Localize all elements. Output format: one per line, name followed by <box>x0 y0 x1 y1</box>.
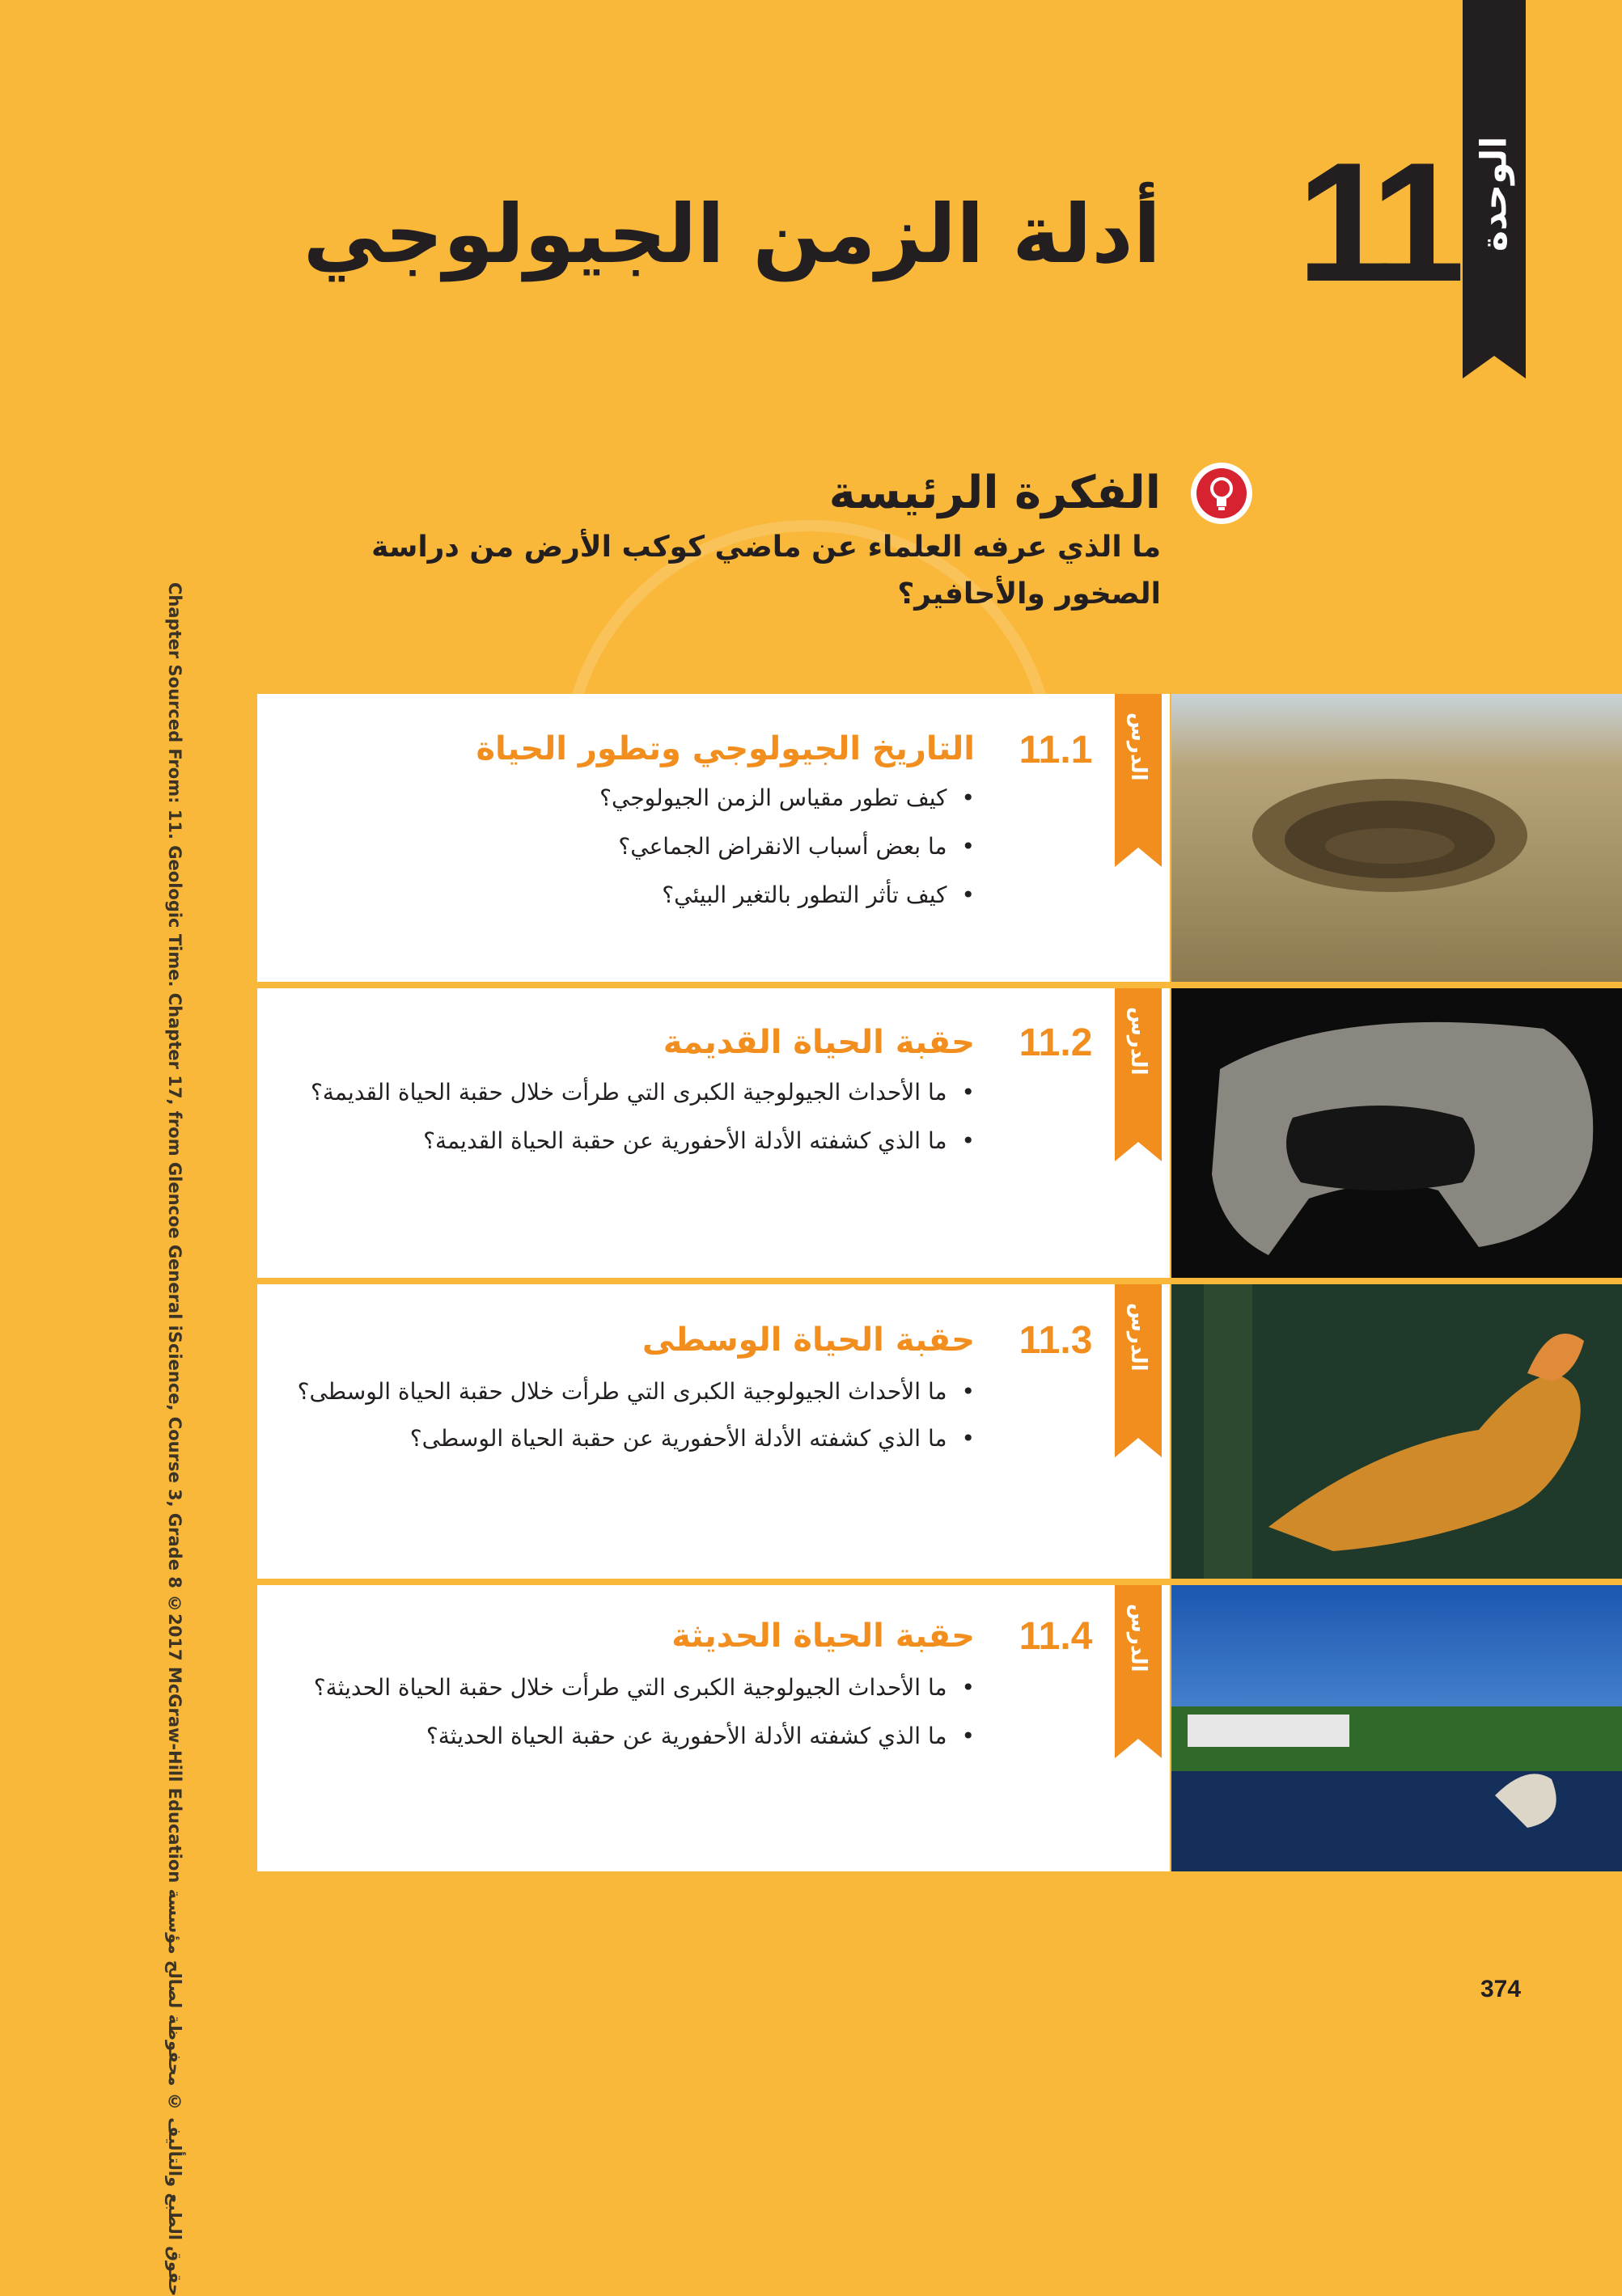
lesson-tab-11-4 <box>1115 1585 1162 1739</box>
lesson-question: •ما الذي كشفته الأدلة الأحفورية عن حقبة الحياة الوسطى؟ <box>409 1425 975 1452</box>
lightbulb-icon <box>1191 463 1252 524</box>
lesson-question: •ما الذي كشفته الأدلة الأحفورية عن حقبة الحياة القديمة؟ <box>423 1127 975 1154</box>
lesson-question: •ما الأحداث الجيولوجية الكبرى التي طرأت خلال حقبة الحياة الوسطى؟ <box>297 1378 975 1405</box>
lesson-photo-la-brea-tar-pits <box>1171 1585 1622 1871</box>
lesson-title: التاريخ الجيولوجي وتطور الحياة <box>476 730 975 767</box>
lesson-number: 11.2 <box>1019 1021 1093 1064</box>
lesson-question: •ما الأحداث الجيولوجية الكبرى التي طرأت خلال حقبة الحياة القديمة؟ <box>310 1079 975 1106</box>
lesson-divider <box>257 1579 1622 1585</box>
lesson-question: •ما بعض أسباب الانقراض الجماعي؟ <box>618 833 975 860</box>
lesson-tab-label: الدرس <box>1126 1302 1150 1372</box>
lesson-question: •كيف تطور مقياس الزمن الجيولوجي؟ <box>599 784 975 811</box>
lesson-photo-fossil-skull <box>1171 988 1622 1278</box>
lesson-tab-label: الدرس <box>1126 1006 1150 1076</box>
lesson-number: 11.4 <box>1019 1615 1093 1658</box>
lesson-photo-crater <box>1171 694 1622 982</box>
lesson-tab-11-1 <box>1115 694 1162 848</box>
lesson-tab-11-3 <box>1115 1284 1162 1438</box>
lesson-question: •كيف تأثر التطور بالتغير البيئي؟ <box>662 882 975 908</box>
lesson-divider <box>257 1278 1622 1284</box>
unit-label: الوحدة <box>1473 136 1515 252</box>
lesson-tab-11-2 <box>1115 988 1162 1142</box>
lesson-question: •ما الأحداث الجيولوجية الكبرى التي طرأت خلال حقبة الحياة الحديثة؟ <box>313 1674 975 1701</box>
lesson-divider <box>257 982 1622 988</box>
lesson-title: حقبة الحياة الحديثة <box>671 1617 975 1655</box>
lesson-question: •ما الذي كشفته الأدلة الأحفورية عن حقبة الحياة الحديثة؟ <box>426 1723 975 1749</box>
side-credit-text: Chapter Sourced From: 11. Geologic Time. Chapter 17, from Glencoe General iScience, Course 3, Grade 8 ©2017 McGraw-Hill Education حقوق الطبع والتأليف © محفوظة لصالح مؤسسة <box>165 582 184 2296</box>
lesson-title: حقبة الحياة القديمة <box>663 1024 975 1061</box>
lesson-tab-label: الدرس <box>1126 712 1150 781</box>
big-idea-question: ما الذي عرفه العلماء عن ماضي كوكب الأرض من دراسة الصخور والأحافير؟ <box>371 531 1161 611</box>
lesson-number: 11.3 <box>1019 1319 1093 1362</box>
lesson-photo-dinosaur <box>1171 1284 1622 1579</box>
unit-number: 11 <box>1297 127 1454 317</box>
page-number: 374 <box>1480 1976 1522 2002</box>
big-idea-title: الفكرة الرئيسة <box>828 467 1161 519</box>
lesson-tab-label: الدرس <box>1126 1603 1150 1672</box>
unit-title: أدلة الزمن الجيولوجي <box>303 187 1161 281</box>
lesson-title: حقبة الحياة الوسطى <box>642 1321 975 1359</box>
lesson-number: 11.1 <box>1019 729 1093 772</box>
